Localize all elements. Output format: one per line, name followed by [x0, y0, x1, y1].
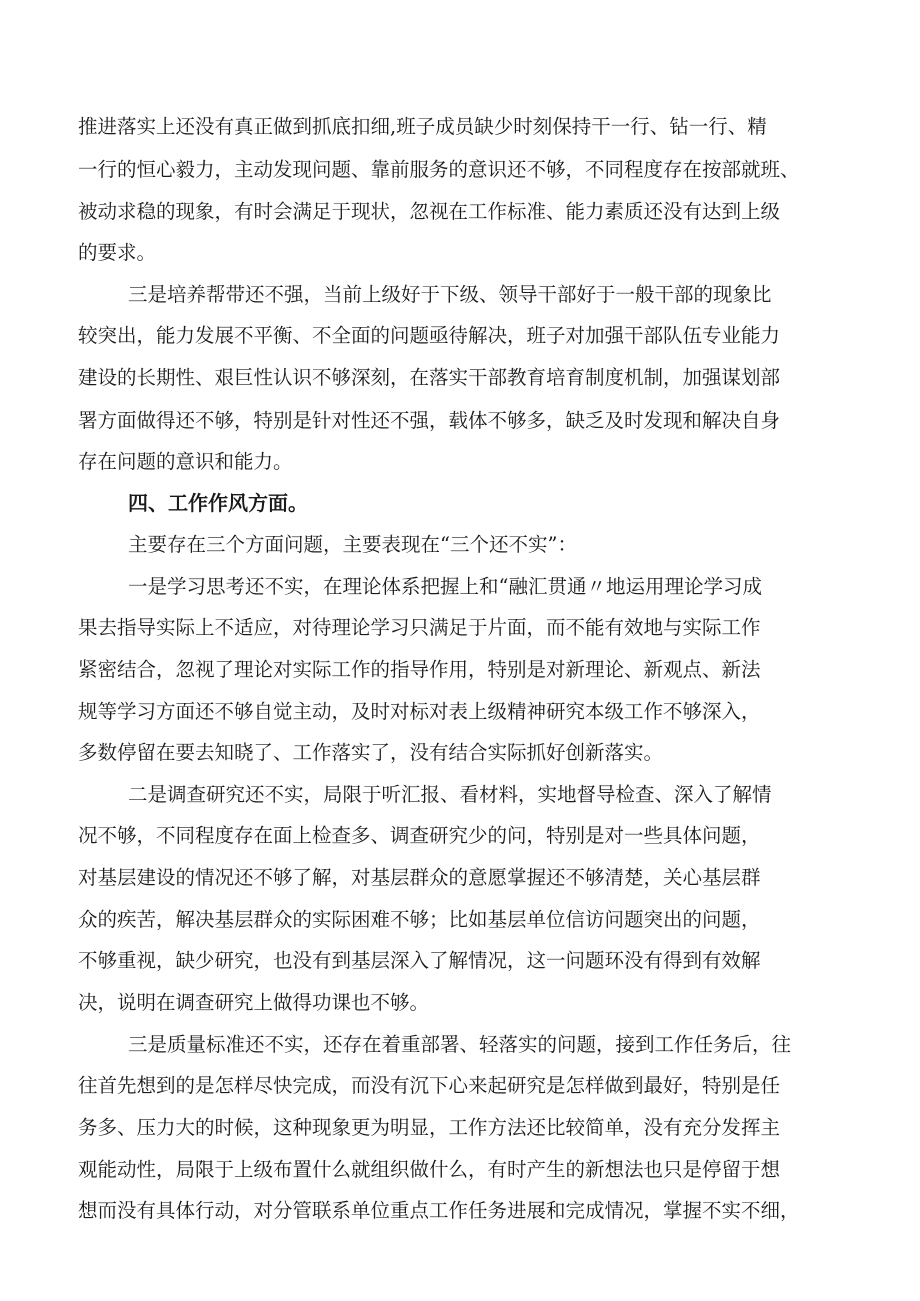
text-line: 存在问题的意识和能力。 — [78, 450, 293, 473]
text-line: 的要求。 — [78, 241, 157, 264]
text-line: 较突出，能力发展不平衡、不全面的问题亟待解决，班子对加强干部队伍专业能力 — [78, 324, 781, 347]
text-line: 务多、压力大的时候，这种现象更为明显，工作方法还比较简单，没有充分发挥主 — [78, 1116, 781, 1139]
text-line: 对基层建设的情况还不够了解，对基层群众的意愿掌握还不够清楚，关心基层群 — [78, 866, 761, 889]
text-line: 果去指导实际上不适应，对待理论学习只满足于片面，而不能有效地与实际工作 — [78, 616, 761, 639]
text-line: 主要存在三个方面问题，主要表现在“三个还不实”： — [128, 533, 577, 556]
text-line: 紧密结合，忽视了理论对实际工作的指导作用，特别是对新理论、新观点、新法 — [78, 658, 761, 681]
text-line: 观能动性，局限于上级布置什么就组织做什么，有时产生的新想法也只是停留于想 — [78, 1158, 781, 1181]
text-line: 三是培养帮带还不强，当前上级好于下级、领导干部好于一般干部的现象比 — [128, 283, 772, 306]
text-line: 多数停留在要去知晓了、工作落实了，没有结合实际抓好创新落实。 — [78, 741, 664, 764]
text-line: 决，说明在调查研究上做得功课也不够。 — [78, 991, 430, 1014]
text-line: 一是学习思考还不实，在理论体系把握上和“融汇贯通〃地运用理论学习成 — [128, 575, 762, 598]
text-line: 规等学习方面还不够自觉主动，及时对标对表上级精神研究本级工作不够深入， — [78, 700, 761, 723]
section-heading: 四、工作作风方面。 — [128, 491, 308, 515]
text-line: 况不够，不同程度存在面上检查多、调查研究少的问，特别是对一些具体问题， — [78, 824, 761, 847]
text-line: 往首先想到的是怎样尽快完成，而没有沉下心来起研究是怎样做到最好，特别是任 — [78, 1074, 781, 1097]
text-line: 推进落实上还没有真正做到抓底扣细,班子成员缺少时刻保持干一行、钻一行、精 — [78, 115, 767, 138]
text-line: 众的疾苦，解决基层群众的实际困难不够；比如基层单位信访问题突出的问题， — [78, 908, 761, 931]
text-line: 一行的恒心毅力，主动发现问题、靠前服务的意识还不够，不同程度存在按部就班、 — [78, 158, 800, 181]
text-line: 不够重视，缺少研究，也没有到基层深入了解情况，这一问题环没有得到有效解 — [78, 949, 761, 972]
text-line: 建设的长期性、艰巨性认识不够深刻，在落实干部教育培育制度机制，加强谋划部 — [78, 366, 781, 389]
text-line: 三是质量标准还不实，还存在着重部署、轻落实的问题，接到工作任务后，往 — [128, 1033, 792, 1056]
text-line: 被动求稳的现象，有时会满足于现状，忽视在工作标准、能力素质还没有达到上级 — [78, 200, 781, 223]
text-line: 想而没有具体行动，对分管联系单位重点工作任务进展和完成情况，掌握不实不细， — [78, 1199, 800, 1222]
text-line: 二是调查研究还不实，局限于听汇报、看材料，实地督导检查、深入了解情 — [128, 783, 772, 806]
text-line: 署方面做得还不够，特别是针对性还不强，载体不够多，缺乏及时发现和解决自身 — [78, 409, 781, 432]
